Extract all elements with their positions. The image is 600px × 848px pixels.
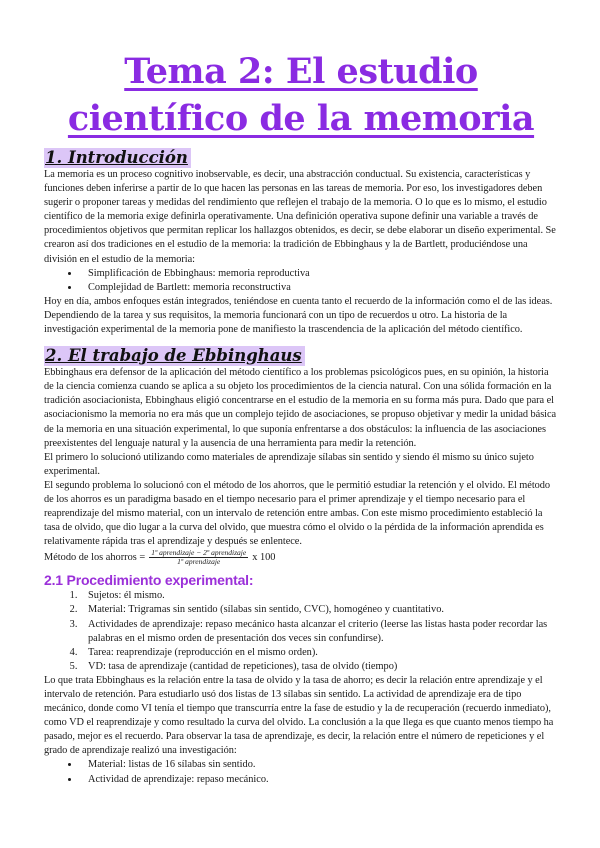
- bullet-list: [44, 758, 558, 786]
- list-item: 4. Tarea: reaprendizaje (reproducción en el mismo orden).: [80, 646, 558, 660]
- formula-fraction: [149, 549, 248, 566]
- list-item: • Material: listas de 16 sílabas sin sentido.: [80, 758, 558, 772]
- paragraph: Lo que trata Ebbinghaus es la relación entre la tasa de olvido y la tasa de ahorro; es decir la relación entre aprendizaje y el intervalo de retención. Para estudiarlo usó dos listas de 13 sílabas sin sentido. La actividad de aprendizaje era de tipo mecánico, donde como VI tenía el tiempo que transcurría entre la fase de estudio y la de recuperación (recuerdo inmediato), como VD el reaprendizaje y como resultado la curva del olvido. La conclusión a la que llega es que cuanto menos tiempo ha pasado, mejor es el recuerdo. Para observar la tasa de aprendizaje, es decir, la relación entre el número de repeticiones y el grado de aprendizaje realizó una investigación:: [44, 674, 554, 757]
- formula-multiplier: x 100: [252, 551, 276, 563]
- section-heading-1: 1. Introducción: [44, 148, 191, 168]
- list-item: • Complejidad de Bartlett: memoria reconstructiva: [80, 281, 558, 295]
- savings-formula: [44, 549, 558, 566]
- section-procedimiento: [44, 572, 558, 786]
- paragraph: El primero lo solucionó utilizando como materiales de aprendizaje sílabas sin sentido y siendo él mismo su único sujeto experimental.: [44, 451, 534, 477]
- list-item: • Actividad de aprendizaje: repaso mecánico.: [80, 773, 558, 787]
- section-heading-2: 2. El trabajo de Ebbinghaus: [44, 346, 305, 366]
- paragraph: La memoria es un proceso cognitivo inobservable, es decir, una abstracción conductual. Su existencia, características y funciones deben inferirse a partir de lo que hacen las personas en las tareas de memoria. Por eso, los investigadores deben sugerir o proponer tareas y medidas del rendimiento que reflejen el trabajo de la memoria. O lo que es lo mismo, el estudio científico de la memoria exige definirla operativamente. Una definición operativa supone definir una variable a través de procedimientos objetivos que permitan replicar los hallazgos obtenidos, es decir, se debe elaborar un diseño experimental. Se crearon así dos tradiciones en el estudio de la memoria: la tradición de Ebbinghaus y la de Bartlett, produciéndose una división en el estudio de la memoria:: [44, 169, 556, 265]
- subsection-heading: 2.1 Procedimiento experimental:: [44, 572, 254, 589]
- section-introduccion: [44, 148, 558, 337]
- page-title: Tema 2: El estudio científico de la memoria: [67, 51, 535, 139]
- section-ebbinghaus: [44, 346, 558, 566]
- paragraph: El segundo problema lo solucionó con el método de los ahorros, que le permitió estudiar la retención y el olvido. El método de los ahorros es un paradigma basado en el tiempo necesario para el primer aprendizaje y el tiempo necesario para el reaprendizaje del mismo material, con un intervalo de retención entre ambas. Con este mismo procedimiento estableció la tasa de olvido, que dio lugar a la curva del olvido, que muestra cómo el olvido o la pérdida de la información aprendida es relativamente rápida tras el aprendizaje y después se enlentece.: [44, 479, 551, 548]
- paragraph: Hoy en día, ambos enfoques están integrados, teniéndose en cuenta tanto el recuerdo de la información como el de las ideas. Dependiendo de la tarea y sus requisitos, la memoria funcionará con un tipo de recuerdos u otro. La historia de la investigación experimental de la memoria pone de manifiesto la trascendencia de la aplicación del método científico.: [44, 295, 553, 336]
- bullet-list: [44, 267, 558, 295]
- list-item: 2. Material: Trigramas sin sentido (sílabas sin sentido, CVC), homogéneo y cuantitativo.: [80, 603, 558, 617]
- list-item: • Simplificación de Ebbinghaus: memoria reproductiva: [80, 267, 558, 281]
- paragraph: Ebbinghaus era defensor de la aplicación del método científico a los problemas psicológicos pues, en su opinión, la historia de la ciencia comienza cuando se aplica a su objeto los procedimientos de la ciencia natural. Con una sólida formación en la tradición asociacionista, Ebbinghaus eligió concentrarse en el estudio de la memoria en su forma más pura. Dado que para el asociacionismo la memoria no era más que un complejo tejido de asociaciones, se propuso objetivar y medir la unidad básica de la memoria en una situación experimental, lo que suponía enfrentarse a dos obstáculos: la influencia de las asociaciones preexistentes del lenguaje natural y la ausencia de una herramienta para medir la retención.: [44, 367, 557, 449]
- list-item: 3. Actividades de aprendizaje: repaso mecánico hasta alcanzar el criterio (leerse las listas hasta poder recordar las palabras en el mismo orden de presentación dos veces sin confundirse).: [80, 618, 558, 646]
- formula-denominator: 1º aprendizaje: [177, 557, 221, 567]
- formula-label: Método de los ahorros =: [44, 551, 146, 563]
- document-page: [44, 48, 558, 787]
- list-item: 5. VD: tasa de aprendizaje (cantidad de repeticiones), tasa de olvido (tiempo): [80, 660, 558, 674]
- formula-numerator: 1º aprendizaje − 2º aprendizaje: [151, 548, 247, 558]
- numbered-list: [44, 589, 558, 674]
- list-item: 1. Sujetos: él mismo.: [80, 589, 558, 603]
